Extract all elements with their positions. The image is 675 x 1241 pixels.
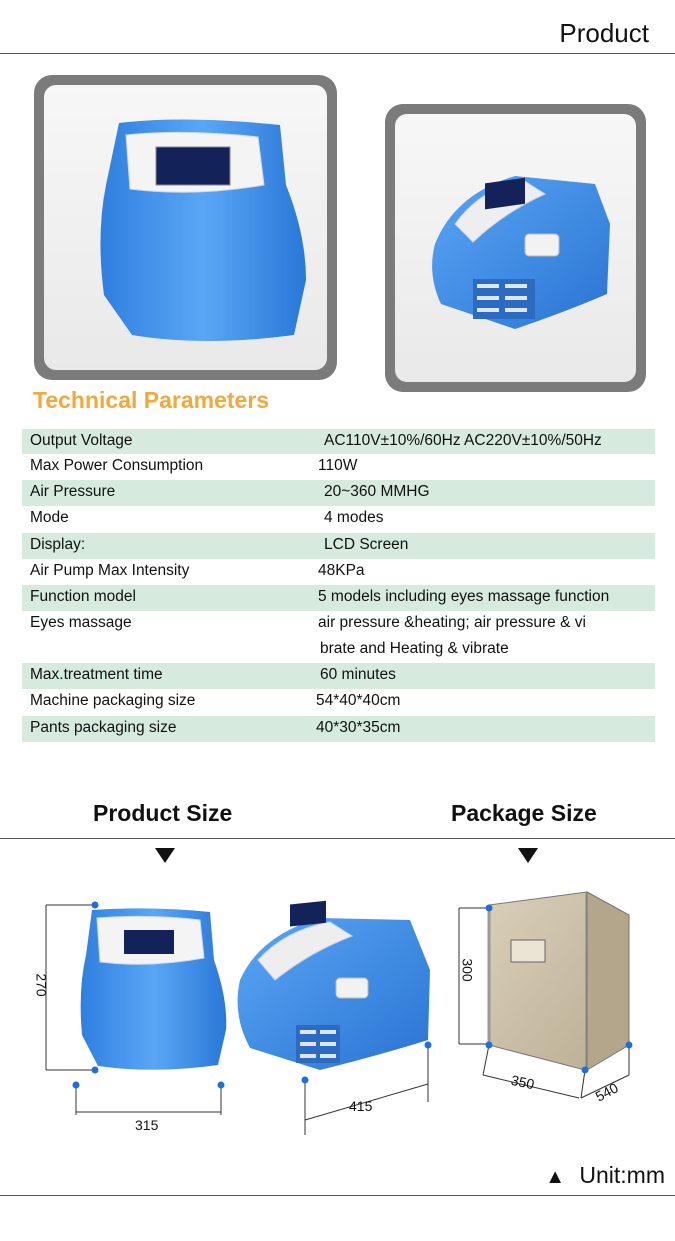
device-angle-image	[395, 114, 636, 382]
package-height-label: 300	[459, 958, 476, 982]
unit-label: Unit:mm	[579, 1162, 665, 1188]
table-row	[22, 454, 655, 480]
param-label: Max Power Consumption	[30, 457, 204, 474]
product-size-diagram	[0, 880, 440, 1140]
param-label: Display:	[30, 536, 86, 553]
section-title: Technical Parameters	[33, 387, 270, 413]
param-value: 48KPa	[318, 562, 365, 579]
param-value: 4 modes	[324, 509, 384, 526]
product-depth-label: 415	[349, 1098, 373, 1114]
footer-divider	[0, 1195, 675, 1196]
table-row	[22, 611, 655, 663]
param-label: Air Pressure	[30, 483, 116, 500]
param-value: air pressure &heating; air pressure & vi	[318, 614, 586, 631]
param-value: 110W	[318, 457, 358, 474]
triangle-up-icon: ▲	[545, 1166, 565, 1188]
product-photo-angle	[385, 104, 646, 392]
param-label: Eyes massage	[30, 614, 132, 631]
table-row	[22, 533, 655, 559]
param-label: Function model	[30, 588, 136, 605]
table-row	[22, 689, 655, 716]
arrow-down-icon	[155, 848, 175, 863]
param-value: 54*40*40cm	[316, 692, 401, 709]
table-row	[22, 716, 655, 742]
table-row	[22, 480, 655, 506]
table-row	[22, 559, 655, 585]
param-label: Air Pump Max Intensity	[30, 562, 190, 579]
param-value: 5 models including eyes massage function	[318, 588, 610, 605]
param-value: 20~360 MMHG	[324, 483, 430, 500]
parameters-table	[22, 429, 655, 742]
product-width-label: 315	[135, 1117, 159, 1133]
device-front-image	[44, 85, 327, 370]
package-depth-label: 540	[592, 1079, 621, 1105]
param-value: AC110V±10%/60Hz AC220V±10%/50Hz	[324, 432, 602, 449]
param-value-continued: brate and Heating & vibrate	[320, 640, 509, 657]
param-label: Mode	[30, 509, 69, 526]
header-divider	[0, 53, 675, 54]
package-width-label: 350	[509, 1071, 536, 1093]
table-row	[22, 663, 655, 689]
unit-row	[545, 1162, 665, 1189]
param-value: LCD Screen	[324, 536, 409, 553]
table-row	[22, 585, 655, 611]
param-label: Output Voltage	[30, 432, 133, 449]
table-row	[22, 506, 655, 533]
product-photo-front	[34, 75, 337, 380]
param-value: 40*30*35cm	[316, 719, 401, 736]
table-row	[22, 429, 655, 454]
size-divider	[0, 838, 675, 839]
package-size-title: Package Size	[451, 800, 597, 826]
param-label: Max.treatment time	[30, 666, 163, 683]
param-label: Machine packaging size	[30, 692, 196, 709]
product-height-label: 270	[33, 973, 50, 997]
product-size-title: Product Size	[93, 800, 233, 826]
param-value: 60 minutes	[320, 666, 396, 683]
package-box-diagram	[445, 880, 645, 1110]
page-title: Product	[559, 18, 649, 48]
param-label: Pants packaging size	[30, 719, 177, 736]
arrow-down-icon	[518, 848, 538, 863]
